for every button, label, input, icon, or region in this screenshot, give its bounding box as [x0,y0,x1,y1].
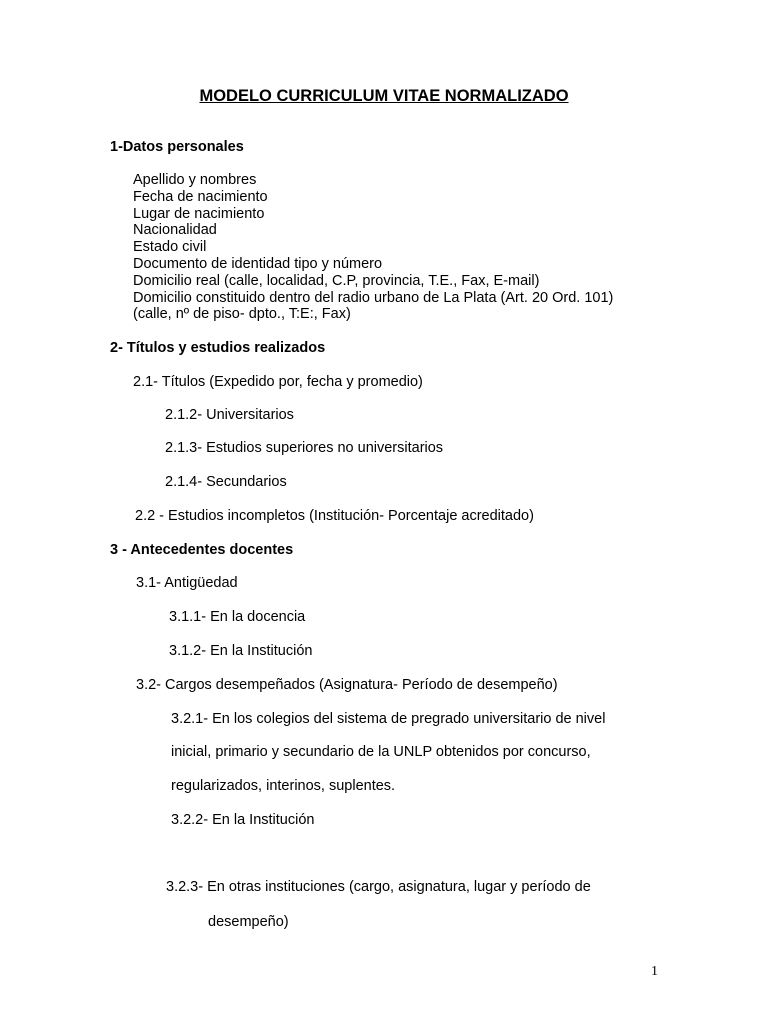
document-title: MODELO CURRICULUM VITAE NORMALIZADO [199,87,569,105]
list-item: Estado civil [133,239,207,255]
list-item: regularizados, interinos, suplentes. [171,778,396,794]
list-item: 3.2- Cargos desempeñados (Asignatura- Período de desempeño) [136,677,558,693]
list-item: 2.2 - Estudios incompletos (Institución- Porcentaje acreditado) [135,508,534,524]
list-item: Apellido y nombres [133,172,257,188]
list-item: desempeño) [208,914,289,930]
list-item: 3.2.2- En la Institución [171,812,315,828]
page-number: 1 [651,964,658,979]
list-item: Domicilio constituido dentro del radio urbano de La Plata (Art. 20 Ord. 101) [133,290,614,306]
list-item: Fecha de nacimiento [133,189,268,205]
list-item: Domicilio real (calle, localidad, C.P, provincia, T.E., Fax, E-mail) [133,273,540,289]
list-item: 2.1.4- Secundarios [165,474,287,490]
list-item: 3.2.3- En otras instituciones (cargo, asignatura, lugar y período de [166,879,591,895]
list-item: 2.1.2- Universitarios [165,407,294,423]
list-item: 3.1- Antigüedad [136,575,238,591]
list-item: Documento de identidad tipo y número [133,256,383,272]
section-3-heading: 3 - Antecedentes docentes [110,542,294,558]
list-item: 2.1- Títulos (Expedido por, fecha y promedio) [133,374,423,390]
list-item: 2.1.3- Estudios superiores no universitarios [165,440,444,456]
list-item: (calle, nº de piso- dpto., T:E:, Fax) [133,306,351,322]
list-item: inicial, primario y secundario de la UNLP obtenidos por concurso, [171,744,591,760]
list-item: Lugar de nacimiento [133,206,265,222]
list-item: 3.1.2- En la Institución [169,643,313,659]
list-item: 3.2.1- En los colegios del sistema de pregrado universitario de nivel [171,711,606,727]
section-2-heading: 2- Títulos y estudios realizados [110,340,326,356]
list-item: Nacionalidad [133,222,217,238]
section-1-heading: 1-Datos personales [110,139,244,155]
list-item: 3.1.1- En la docencia [169,609,306,625]
